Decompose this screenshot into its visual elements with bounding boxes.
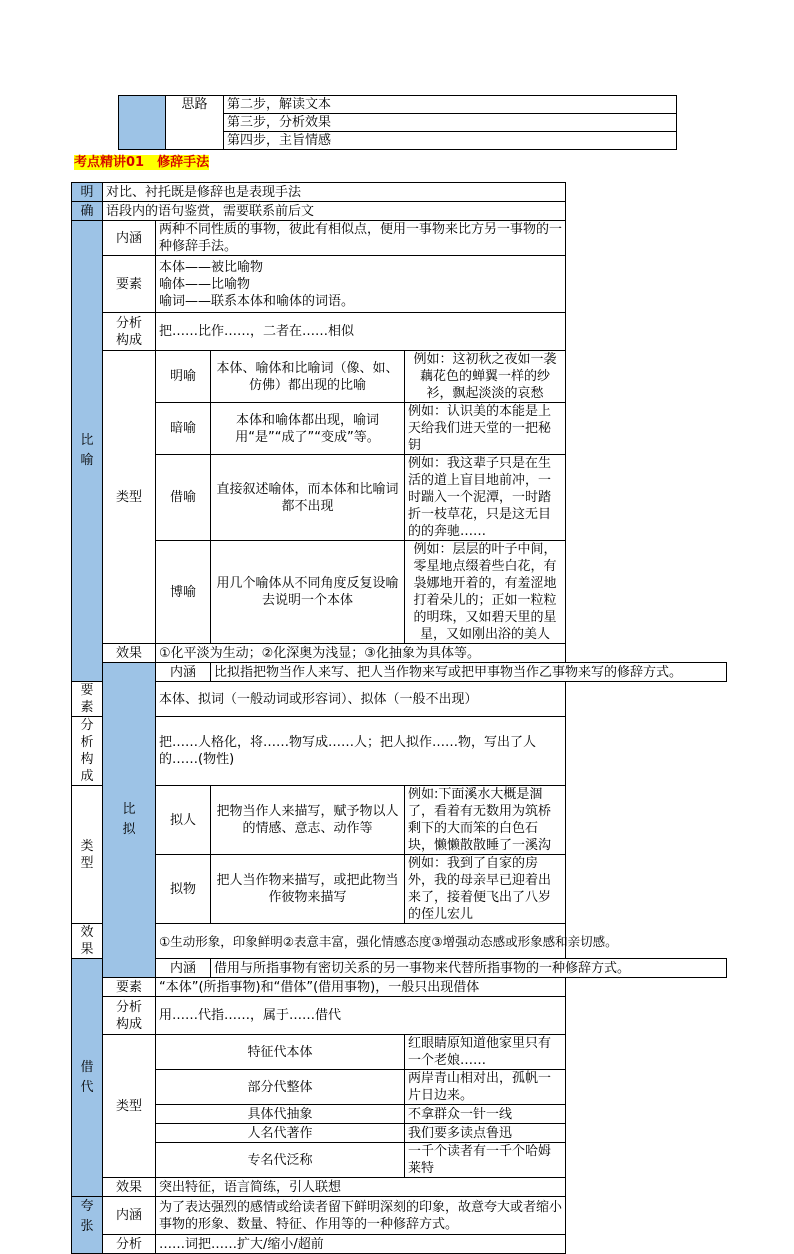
rhetoric-table	[71, 182, 727, 1254]
kuazhang-neihan: 为了表达强烈的感情或给读者留下鲜明深刻的印象，故意夸大或者缩小事物的形象、数量、特征、作用等的一种修辞方式。	[156, 1197, 566, 1235]
step-item: 第三步，分析效果	[224, 114, 677, 132]
nini-type-desc: 把人当作物来描写，或把此物当作彼物来描写	[211, 855, 405, 924]
nini-neihan: 比拟指把物当作人来写、把人当作物来写或把甲事物当作乙事物来写的修辞方式。	[211, 663, 727, 682]
biyu-xiaoguo-label: 效果	[103, 644, 156, 663]
nini-category: 比 拟	[103, 663, 156, 978]
biyu-type-example: 例如：我这辈子只是在生活的道上盲目地前冲，一时踹入一个泥潭，一时踏折一枝草花，只是这无目的的奔驰……	[405, 455, 566, 541]
biyu-type-example: 例如：这初秋之夜如一袭藕花色的蝉翼一样的纱衫，飘起淡淡的哀愁	[405, 351, 566, 403]
nini-type-example: 例如：我到了自家的房外，我的母亲早已迎着出来了，接着便飞出了八岁的侄儿宏儿	[405, 855, 566, 924]
biyu-yaosu-label: 要素	[103, 256, 156, 313]
jiedai-xiaoguo-label: 效果	[103, 1178, 156, 1197]
jiedai-leixing-label: 类型	[103, 1035, 156, 1178]
mingque-label: 明	[72, 183, 103, 202]
biyu-fenxi: 把……比作……，二者在……相似	[156, 313, 566, 351]
kuazhang-fenxi-label: 分析	[103, 1235, 156, 1254]
section-heading: 考点精讲01 修辞手法	[74, 155, 210, 170]
top-label: 思路	[166, 96, 224, 150]
jiedai-type-example: 一千个读者有一千个哈姆莱特	[405, 1143, 566, 1178]
kuazhang-neihan-label: 内涵	[103, 1197, 156, 1235]
biyu-type-desc: 直接叙述喻体，而本体和比喻词都不出现	[211, 455, 405, 541]
jiedai-neihan-label: 内涵	[156, 959, 211, 978]
jiedai-yaosu: “本体”(所指事物)和“借体”(借用事物)，一般只出现借体	[156, 978, 566, 997]
jiedai-type-name: 特征代本体	[156, 1035, 405, 1070]
mingque-label: 确	[72, 202, 103, 221]
jiedai-type-name: 人名代著作	[156, 1124, 405, 1143]
jiedai-type-name: 具体代抽象	[156, 1105, 405, 1124]
top-steps-table	[118, 95, 677, 150]
nini-type-name: 拟物	[156, 855, 211, 924]
biyu-neihan-label: 内涵	[103, 221, 156, 256]
biyu-xiaoguo: ①化平淡为生动；②化深奥为浅显；③化抽象为具体等。	[156, 644, 566, 663]
jiedai-fenxi-label: 分析 构成	[103, 997, 156, 1035]
nini-yaosu: 本体、拟词（一般动词或形容词）、拟体（一般不出现）	[156, 682, 566, 717]
nini-type-desc: 把物当作人来描写，赋予物以人的情感、意志、动作等	[211, 786, 405, 855]
nini-fenxi: 把……人格化，将……物写成……人；把人拟作……物，写出了人的……(物性)	[156, 717, 566, 786]
biyu-fenxi-label: 分析 构成	[103, 313, 156, 351]
jiedai-yaosu-label: 要素	[103, 978, 156, 997]
biyu-category: 比 喻	[72, 221, 103, 682]
jiedai-type-example: 不拿群众一针一线	[405, 1105, 566, 1124]
jiedai-type-name: 部分代整体	[156, 1070, 405, 1105]
jiedai-type-example: 两岸青山相对出，孤帆一片日边来。	[405, 1070, 566, 1105]
top-category-cell	[119, 96, 166, 150]
jiedai-type-example: 我们要多读点鲁迅	[405, 1124, 566, 1143]
nini-neihan-label: 内涵	[156, 663, 211, 682]
biyu-type-desc: 本体、喻体和比喻词（像、如、仿佛）都出现的比喻	[211, 351, 405, 403]
biyu-type-name: 借喻	[156, 455, 211, 541]
biyu-type-desc: 用几个喻体从不同角度反复设喻去说明一个本体	[211, 541, 405, 644]
biyu-yaosu: 本体——被比喻物 喻体——比喻物 喻词——联系本体和喻体的词语。	[156, 256, 566, 313]
biyu-leixing-label: 类型	[103, 351, 156, 644]
kuazhang-category: 夸 张	[72, 1197, 103, 1254]
biyu-type-name: 暗喻	[156, 403, 211, 455]
nini-type-name: 拟人	[156, 786, 211, 855]
mingque-line: 语段内的语句鉴赏，需要联系前后文	[103, 202, 566, 221]
step-item: 第二步，解读文本	[224, 96, 677, 114]
biyu-type-name: 明喻	[156, 351, 211, 403]
biyu-type-desc: 本体和喻体都出现，喻词用“是”“成了”“变成”等。	[211, 403, 405, 455]
jiedai-category: 借 代	[72, 959, 103, 1197]
kuazhang-fenxi: ……词把……扩大/缩小/超前	[156, 1235, 566, 1254]
nini-type-example: 例如:下面溪水大概是涸了，看着有无数用为筑桥剩下的大而笨的白色石块，懒懒散散睡了一溪沟	[405, 786, 566, 855]
mingque-line: 对比、衬托既是修辞也是表现手法	[103, 183, 566, 202]
jiedai-type-example: 红眼睛原知道他家里只有一个老娘……	[405, 1035, 566, 1070]
nini-xiaoguo-label: 效果	[72, 924, 103, 959]
jiedai-neihan: 借用与所指事物有密切关系的另一事物来代替所指事物的一种修辞方式。	[211, 959, 727, 978]
biyu-type-example: 例如：层层的叶子中间，零星地点缀着些白花，有袅娜地开着的，有羞涩地打着朵儿的；正如一粒粒的明珠，又如碧天里的星星，又如刚出浴的美人	[405, 541, 566, 644]
biyu-neihan: 两种不同性质的事物，彼此有相似点，便用一事物来比方另一事物的一种修辞手法。	[156, 221, 566, 256]
biyu-type-example: 例如：认识美的本能是上天给我们进天堂的一把秘钥	[405, 403, 566, 455]
nini-fenxi-label: 分析 构成	[72, 717, 103, 786]
jiedai-xiaoguo: 突出特征，语言简练，引人联想	[156, 1178, 566, 1197]
nini-xiaoguo: ①生动形象，印象鲜明②表意丰富，强化情感态度③增强动态感或形象感和亲切感。	[156, 924, 566, 959]
nini-yaosu-label: 要素	[72, 682, 103, 717]
biyu-type-name: 博喻	[156, 541, 211, 644]
nini-leixing-label: 类型	[72, 786, 103, 924]
jiedai-type-name: 专名代泛称	[156, 1143, 405, 1178]
step-item: 第四步，主旨情感	[224, 132, 677, 150]
jiedai-fenxi: 用……代指……，属于……借代	[156, 997, 566, 1035]
